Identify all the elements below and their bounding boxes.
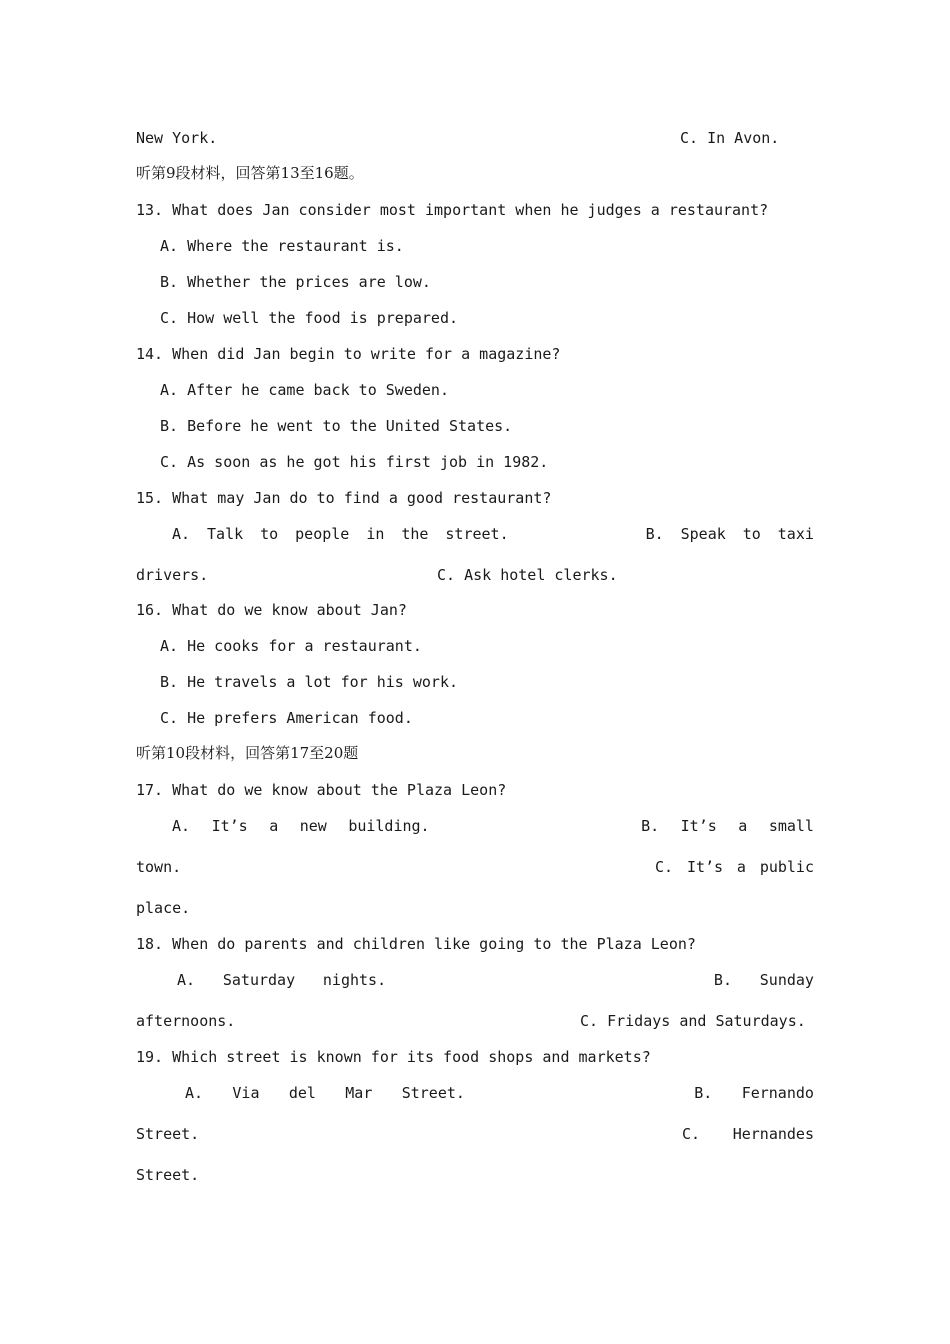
word: Via <box>232 1084 260 1102</box>
q16-option-b: B. He travels a lot for his work. <box>160 673 459 691</box>
word: Speak <box>680 525 726 543</box>
q17-stem: 17. What do we know about the Plaza Leon? <box>136 781 507 799</box>
word: town. <box>136 858 182 876</box>
q14-stem: 14. When did Jan begin to write for a magazine? <box>136 345 561 363</box>
word: A. <box>185 1084 204 1102</box>
word: a <box>738 817 748 835</box>
q14-option-b: B. Before he went to the United States. <box>160 417 513 435</box>
q19-options-line-1 <box>185 1083 814 1103</box>
word: It’s <box>211 817 248 835</box>
word: Hernandes <box>732 1125 814 1143</box>
word: del <box>288 1084 316 1102</box>
q17-options-line-2 <box>136 857 814 877</box>
word: street. <box>445 525 509 543</box>
q18-options-line-1 <box>177 970 814 990</box>
q15-options-line-1 <box>172 524 814 544</box>
word: It’s <box>686 858 724 876</box>
word: nights. <box>322 971 387 989</box>
q17-line-3: place. <box>136 899 191 917</box>
word: small <box>768 817 814 835</box>
word: in <box>366 525 385 543</box>
q19-stem: 19. Which street is known for its food shops and markets? <box>136 1048 651 1066</box>
q15-option-c: C. Ask hotel clerks. <box>437 566 618 584</box>
q15-line-2-left: drivers. <box>136 566 209 584</box>
word: the <box>401 525 429 543</box>
word: C. <box>655 858 674 876</box>
word: B. <box>694 1084 713 1102</box>
word: B. <box>713 971 732 989</box>
q16-option-c: C. He prefers American food. <box>160 709 413 727</box>
word: Street. <box>401 1084 465 1102</box>
q16-stem: 16. What do we know about Jan? <box>136 601 407 619</box>
word: people <box>295 525 350 543</box>
word: to <box>260 525 279 543</box>
word: public <box>759 858 814 876</box>
word: a <box>269 817 279 835</box>
q17-options-line-1 <box>172 816 814 836</box>
word: Mar <box>345 1084 373 1102</box>
q16-option-a: A. He cooks for a restaurant. <box>160 637 422 655</box>
top-line-option-c: C. In Avon. <box>680 129 780 147</box>
q14-option-c: C. As soon as he got his first job in 1982. <box>160 453 549 471</box>
q13-option-a: A. Where the restaurant is. <box>160 237 404 255</box>
word: A. <box>177 971 196 989</box>
q14-option-a: A. After he came back to Sweden. <box>160 381 449 399</box>
q13-option-c: C. How well the food is prepared. <box>160 309 459 327</box>
q18-stem: 18. When do parents and children like going to the Plaza Leon? <box>136 935 696 953</box>
word: building. <box>348 817 430 835</box>
word: A. <box>172 817 191 835</box>
q18-line-2-left: afternoons. <box>136 1012 236 1030</box>
word: It’s <box>680 817 717 835</box>
q19-line-3: Street. <box>136 1166 200 1184</box>
word: new <box>299 817 327 835</box>
q13-option-b: B. Whether the prices are low. <box>160 273 431 291</box>
section-10-heading: 听第10段材料，回答第17至20题 <box>136 744 359 762</box>
word: Sunday <box>759 971 814 989</box>
q19-options-line-2 <box>136 1124 814 1144</box>
word: A. <box>172 525 191 543</box>
word: B. <box>641 817 660 835</box>
section-9-heading: 听第9段材料，回答第13至16题。 <box>136 164 364 182</box>
word: C. <box>681 1125 700 1143</box>
word: Saturday <box>222 971 296 989</box>
word: Fernando <box>741 1084 814 1102</box>
word: Talk <box>207 525 244 543</box>
top-line-left: New York. <box>136 129 218 147</box>
q18-option-c: C. Fridays and Saturdays. <box>580 1012 806 1030</box>
word: Street. <box>136 1125 200 1143</box>
q13-stem: 13. What does Jan consider most important when he judges a restaurant? <box>136 201 769 219</box>
word: B. <box>645 525 664 543</box>
q15-stem: 15. What may Jan do to find a good restaurant? <box>136 489 552 507</box>
word: a <box>736 858 746 876</box>
word: taxi <box>777 525 814 543</box>
word: to <box>742 525 761 543</box>
